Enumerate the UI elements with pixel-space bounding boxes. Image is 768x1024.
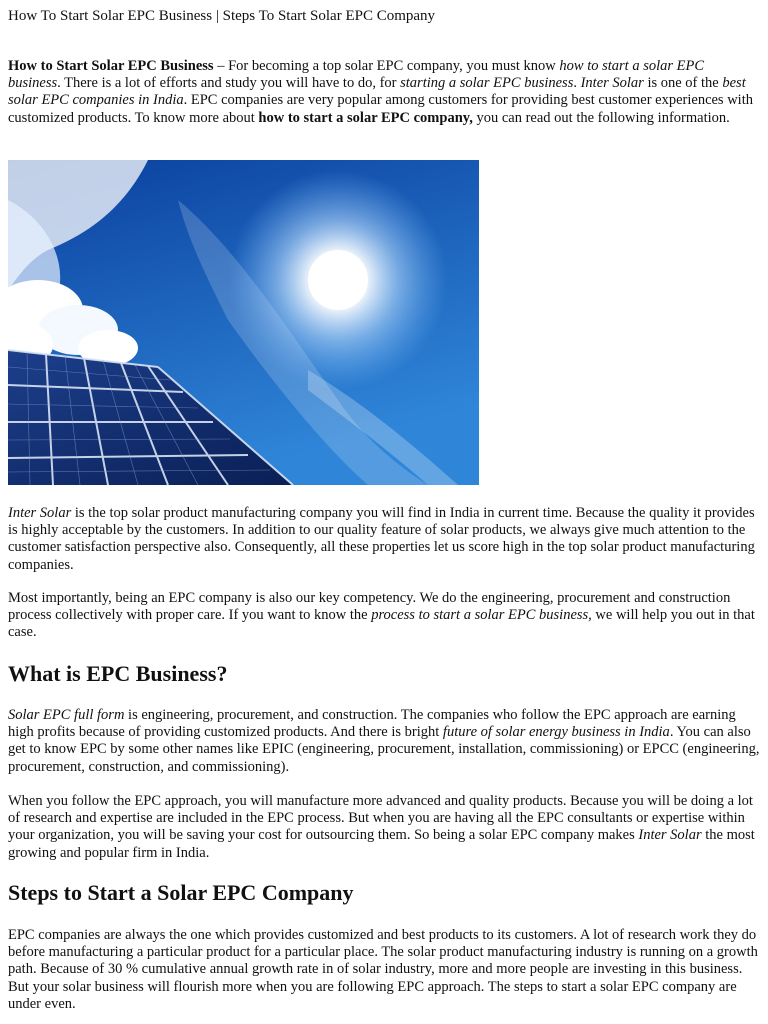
fullform-italic-2: future of solar energy business in India bbox=[442, 724, 670, 741]
intro-bold-title: How to Start Solar EPC Business bbox=[8, 58, 214, 74]
epc-full-form-paragraph bbox=[8, 707, 760, 776]
intro-bold-2: how to start a solar EPC company, bbox=[258, 109, 473, 126]
inter-solar-paragraph bbox=[8, 505, 760, 574]
intro-paragraph bbox=[8, 58, 760, 127]
heading-steps: Steps to Start a Solar EPC Company bbox=[8, 880, 354, 905]
intro-text-4: is one of the bbox=[643, 75, 723, 92]
fullform-text-1: is engineering, procurement, and construction. The companies who follow the EPC approach are earning high profits because of providing customized products. And there is bright bbox=[8, 707, 736, 741]
steps-paragraph: EPC companies are always the one which provides customized and best products to its customers. A lot of research work they do before manufacturing a particular product for a particular place. The solar product manufacturing industry is running on a growth path. Because of 30 % cumulative annual growth rate in of solar industry, more and more people are investing in this business. But your solar business will flourish more when you are following EPC approach. The steps to start a solar EPC company are under even. bbox=[8, 927, 758, 1012]
intro-text-1: – For becoming a top solar EPC company, you must know bbox=[213, 58, 560, 74]
fullform-text-2: . You can also get to know EPC by some other names like EPIC (engineering, procurement, installation, commissioning) or EPCC (engineering, procurement, construction, and commissioning). bbox=[8, 724, 760, 775]
inter-solar-text: is the top solar product manufacturing company you will find in India in current time. Because the quality it provides is highly acceptable by the customers. In addition to our quality feature of solar products, we always give much attention to the customer satisfaction perspective also. Consequently, all these properties let us score high in the top solar product manufacturing companies. bbox=[8, 505, 755, 573]
intro-italic-4: best solar EPC companies in India bbox=[8, 75, 746, 109]
competency-text-1: Most importantly, being an EPC company is also our key competency. We do the engineering, procurement and construction process collectively with proper care. If you want to know the bbox=[8, 590, 731, 624]
intro-text-5: . EPC companies are very popular among customers for providing best customer experiences with customized products. To know more about bbox=[8, 92, 753, 126]
competency-text-2: we will help you out in that case. bbox=[8, 607, 755, 641]
document-title: How To Start Solar EPC Business | Steps To Start Solar EPC Company bbox=[8, 8, 436, 24]
intro-text-2: . There is a lot of efforts and study you will have to do, for bbox=[57, 75, 401, 92]
competency-italic: process to start a solar EPC business, bbox=[371, 607, 592, 624]
fullform-italic-1: Solar EPC full form bbox=[8, 707, 125, 723]
approach-italic: Inter Solar bbox=[638, 827, 702, 844]
epc-approach-paragraph bbox=[8, 793, 760, 862]
inter-solar-italic: Inter Solar bbox=[8, 505, 72, 521]
approach-text-2: the most growing and popular firm in India. bbox=[8, 827, 755, 861]
intro-text-6: you can read out the following information. bbox=[472, 109, 730, 126]
intro-text-3: . bbox=[573, 75, 581, 92]
heading-what-is-epc: What is EPC Business? bbox=[8, 661, 228, 686]
intro-italic-1: how to start a solar EPC business bbox=[8, 58, 705, 92]
intro-italic-3: Inter Solar bbox=[580, 75, 644, 92]
intro-italic-2: starting a solar EPC business bbox=[400, 75, 574, 92]
approach-text-1: When you follow the EPC approach, you will manufacture more advanced and quality products. Because you will be doing a lot of research and expertise are included in the EPC process. But when you are having all the EPC consultants or expertise within your organization, you will be saving your cost for outsourcing them. So being a solar EPC company makes bbox=[8, 793, 753, 844]
epc-competency-paragraph bbox=[8, 590, 760, 642]
solar-panel-illustration bbox=[8, 160, 479, 485]
solar-panel-image bbox=[8, 160, 479, 485]
